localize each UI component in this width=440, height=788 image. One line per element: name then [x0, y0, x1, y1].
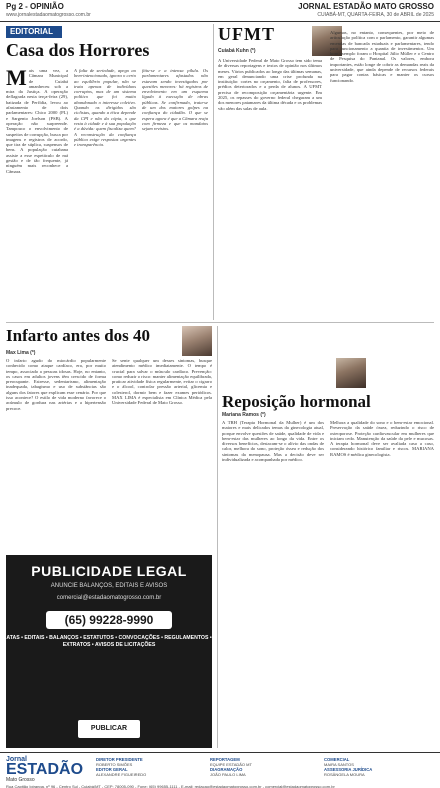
ufmt-column-1: A Universidade Federal de Mato Grosso tem sido tema de diversas reportagens e textos de opinião nos últimos meses. Vários publicados ao longo das últimas semanas, em geral denunciando uma crise profunda na instituição: cortes no orçamento, falta de professores, prédios deteriorados e a perda de alunos. A UFMT precisa de recomposição orçamentária urgente. Em 2025, os repasses do governo federal chegaram a um dos menores patamares da última década e os problemas vão além das salas de aula.: [218, 58, 322, 111]
paper-logo: [6, 756, 90, 786]
credits-col-3: [324, 757, 434, 777]
logo-top: Jornal: [6, 756, 28, 763]
credit-name: MAIRA SANTOS: [324, 762, 354, 767]
page-label: Pg 2 - OPINIÃO: [6, 2, 64, 11]
legal-ad[interactable]: [6, 555, 212, 748]
editorial-column-3: fitiu-se e a intensa pílula. Os parlamentares afastados não estavam sendo investigados por questões menores: há registros de envolvimento em um esquema ligado à execução de obras públicas. Se confirmado, trata-se de um dos maiores golpes na confiança do cidadão. O que se espera agora é que a Câmara reaja com firmeza e que os mandatos sejam revistos.: [142, 68, 208, 132]
credit-name: JOÃO PAULO LIMA: [210, 772, 246, 777]
credit-name: ROSÂNGELA MOURA: [324, 772, 365, 777]
logo-main: ESTADÃO: [6, 761, 84, 778]
page-footer: [0, 752, 440, 788]
infarto-column-2: Se sente qualquer um desses sintomas, busque atendimento médico imediatamente. O tempo é crucial para salvar o músculo cardíaco. Prevenção: como reduzir o risco: manter alimentação equilibrada, praticar atividade física regularmente, evitar o cigarro e o álcool, controlar pressão arterial, glicemia e colesterol, dormir bem e fazer exames periódicos. MAX LIMA é especialista em Clínica Médica pela Universidade Federal de Mato Grosso.: [112, 358, 212, 406]
section-divider: [6, 322, 434, 323]
logo-sub: Mato Grosso: [6, 777, 35, 783]
ufmt-column-2: Algumas, no entanto, consequentes, por meio de articulação política com o parlamento, garantir algumas emendas de bancada estaduais e parlamentares, tendo para funcionamento a quantia de investimentos. Um bom exemplo foram o Hospital Júlio Müller e o Centro de Pesquisa do Pantanal. Os valores, embora importantes, estão longe de cobrir as demandas reais da universidade, que ainda depende de recursos federais para pagar contas básicas e manter os cursos funcionando.: [330, 30, 434, 83]
credit-role: EDITOR GERAL: [96, 767, 128, 772]
credits-col-1: [96, 757, 206, 777]
reposicao-column-2: Melhora a qualidade do sono e o bem-estar emocional. Preservação da saúde óssea, reduzindo o risco de osteoporose. Proteção cardiovascular em mulheres que iniciam cedo. Manutenção da saúde da pele e mucosas. A terapia hormonal deve ser avaliada caso a caso, considerando histórico familiar e riscos. MARIANA RAMOS é médica ginecologista.: [330, 420, 434, 457]
ufmt-title: UFMT: [218, 24, 275, 44]
date-line: CUIABÁ-MT, QUARTA-FEIRA, 30 de ABRIL de 2025: [317, 12, 434, 18]
ad-services: ATAS • EDITAIS • BALANÇOS • ESTATUTOS • CONVOCAÇÕES • REGULAMENTOS • EXTRATOS • AVISOS DE LICITAÇÕES: [6, 635, 212, 648]
reposicao-column-1: A TRH (Terapia Hormonal da Mulher) é um dos maiores e mais delicados temas da ginecologia atual, porque envolve questões de saúde, qualidade de vida e bem-estar das mulheres ao longo da vida. Entre os diversos benefícios, destacam-se o alívio das ondas de calor, melhora do sono, proteção óssea e redução dos sintomas da menopausa. Mas a decisão deve ser individualizada e acompanhada por médico.: [222, 420, 324, 463]
footer-address: Rua Capitão Ipiranga, nº 96 - Centro Sul - Cuiabá/MT - CEP: 78005-090 - Fone: (65) 99655-1111 - E-mail: redacao@estadaomatogrosso.com.br - comercial@estadaomatogrosso.com.br: [6, 784, 335, 788]
infarto-column-1: O infarto agudo do miocárdio popularmente conhecido como ataque cardíaco, era, por muito tempo, associado a pessoas idosas. Hoje, no entanto, os casos em adultos jovens têm crescido de forma preocupante. Estresse, sedentarismo, alimentação inadequada, tabagismo e uso de substâncias são alguns dos fatores que explicam esse cenário. Por que isso acontece? O estilo de vida moderno favorece o acúmulo de gordura nas artérias e a hipertensão precoce.: [6, 358, 106, 411]
reposicao-byline: Mariana Ramos (*): [222, 412, 266, 418]
credit-role: COMERCIAL: [324, 757, 350, 762]
reposicao-title: Reposição hormonal: [222, 392, 371, 411]
ad-phone[interactable]: (65) 99228-9990: [46, 611, 172, 629]
editorial-text-1: ais uma vez, a Câmara Municipal de Cuiabá amanheceu sob a mira da Justiça. A operação deflagrada nesta terça-feira (29), batizada de Perfídia, levou ao afastamento de dois parlamentares: Chico 2000 (PL) e Sargento Joelson (PSB). A operação não surpreende. Tampouco o envolvimento de suspeitos de corrupção, busca por imagens e registros de acordo, que tira de súplica, suspensos de bens. A população cuiabana assiste a esse espetáculo de má gestão e de tão frequente, já ninguém mais reconhece a Câmara.: [6, 68, 68, 174]
infarto-title: Infarto antes dos 40: [6, 326, 151, 345]
ad-email[interactable]: comercial@estadaomatogrosso.com.br: [56, 595, 162, 601]
credit-name: ALEXANDRE FIGUEIREDO: [96, 772, 147, 777]
editorial-title: Casa dos Horrores: [6, 40, 150, 60]
credit-role: DIAGRAMAÇÃO: [210, 767, 243, 772]
page-header: [0, 0, 440, 22]
credits-col-2: [210, 757, 320, 777]
column-divider: [213, 24, 214, 320]
ad-brand-logo: PUBLICAR: [78, 720, 140, 738]
editorial-column-2: A falta de seriedade, apego ao bem-intencionado, ignora o certo ao equilíbrio popular, não se trata apenas de indivíduos corruptos, mas de um sistema político que foi muito abandonado o interesse coletivo. Quando os dirigidos são ciclistas, quando a ética depende da CPI e não da cópia, o que resta à cidade e à sua população é a dúvida: quem fiscaliza quem? A reconstrução da confiança pública exige respostas urgentes e transparência.: [74, 68, 136, 148]
credit-name: EQUIPE ESTADÃO MT: [210, 762, 252, 767]
editorial-label: EDITORIAL: [6, 26, 62, 38]
paper-name: JORNAL ESTADÃO MATO GROSSO: [298, 2, 434, 11]
credit-role: DIRETOR PRESIDENTE: [96, 757, 143, 762]
ad-headline: PUBLICIDADE LEGAL: [31, 563, 187, 579]
credit-role: REPORTAGEM: [210, 757, 240, 762]
author-photo: [182, 326, 212, 356]
column-divider: [217, 326, 218, 748]
credit-name: ROBERTO SIMÕES: [96, 762, 133, 767]
credit-role: ASSESSORIA JURÍDICA: [324, 767, 373, 772]
editorial-column-1: [6, 68, 68, 308]
site-url[interactable]: www.jornalestadaomatogrosso.com.br: [6, 12, 91, 18]
ad-subtitle: ANUNCIE BALANÇOS, EDITAIS E AVISOS: [50, 583, 168, 589]
ufmt-byline: Cuiabá Kuhn (*): [218, 48, 256, 54]
author-photo: [336, 358, 366, 388]
infarto-byline: Max Lima (*): [6, 350, 36, 356]
drop-cap: M: [6, 68, 27, 90]
